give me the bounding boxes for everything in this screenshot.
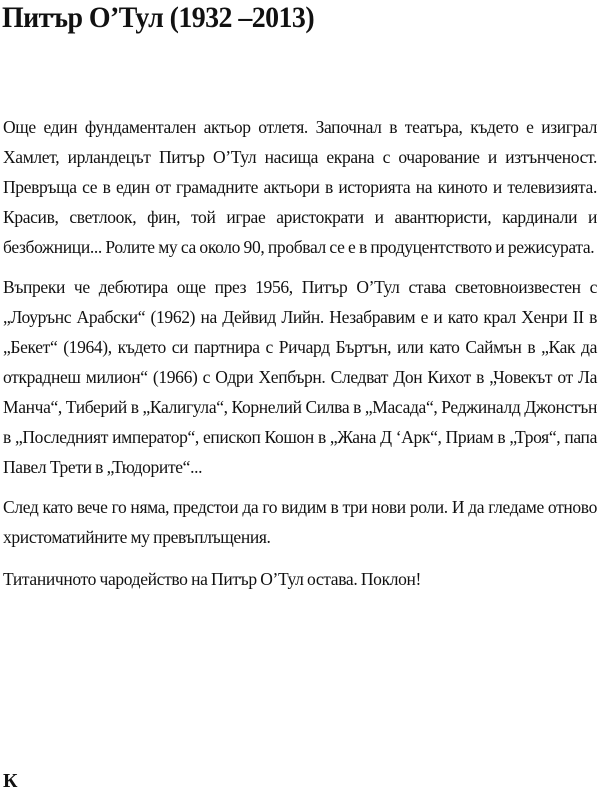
author-signature: К — [3, 770, 18, 792]
article-paragraph-intro: Още един фундаментален актьор отлетя. Започнал в театъра, където е изиграл Хамлет, ирландецът Питър О’Тул насища екрана с очарование и изтънченост. Превръща се в един от грамадните актьори в историята на киното и телевизията. Красив, светлоок, фин, той играе аристократи и авантюристи, кардинали и безбожници... Ролите му са около 90, пробвал се е в продуцентството и режисурата. — [3, 117, 597, 257]
article-paragraph-tribute: Титаничното чародейство на Питър О’Тул остава. Поклон! — [3, 569, 421, 589]
article-paragraph-filmography: Въпреки че дебютира още през 1956, Питър О’Тул става световноизвестен с „Лоурънс Арабски“ (1962) на Дейвид Лийн. Незабравим е и като крал Хенри II в „Бекет“ (1964), където си партнира с Ричард Бъртън, или като Саймън в „Как да откраднеш милион“ (1966) с Одри Хепбърн. Следват Дон Кихот в „Човекът от Ла Манча“, Тиберий в „Калигула“, Корнелий Силва в „Масада“, Реджиналд Джонстън в „Последният император“, епископ Кошон в „Жана Д ‘Арк“, Приам в „Троя“, папа Павел Трети в „Тюдорите“... — [3, 277, 597, 477]
article-title: Питър О’Тул (1932 –2013) — [2, 1, 315, 34]
article-body — [3, 112, 597, 606]
article-paragraph-new-roles: След като вече го няма, предстои да го видим в три нови роли. И да гледаме отново христоматийните му превъплъщения. — [3, 497, 597, 547]
